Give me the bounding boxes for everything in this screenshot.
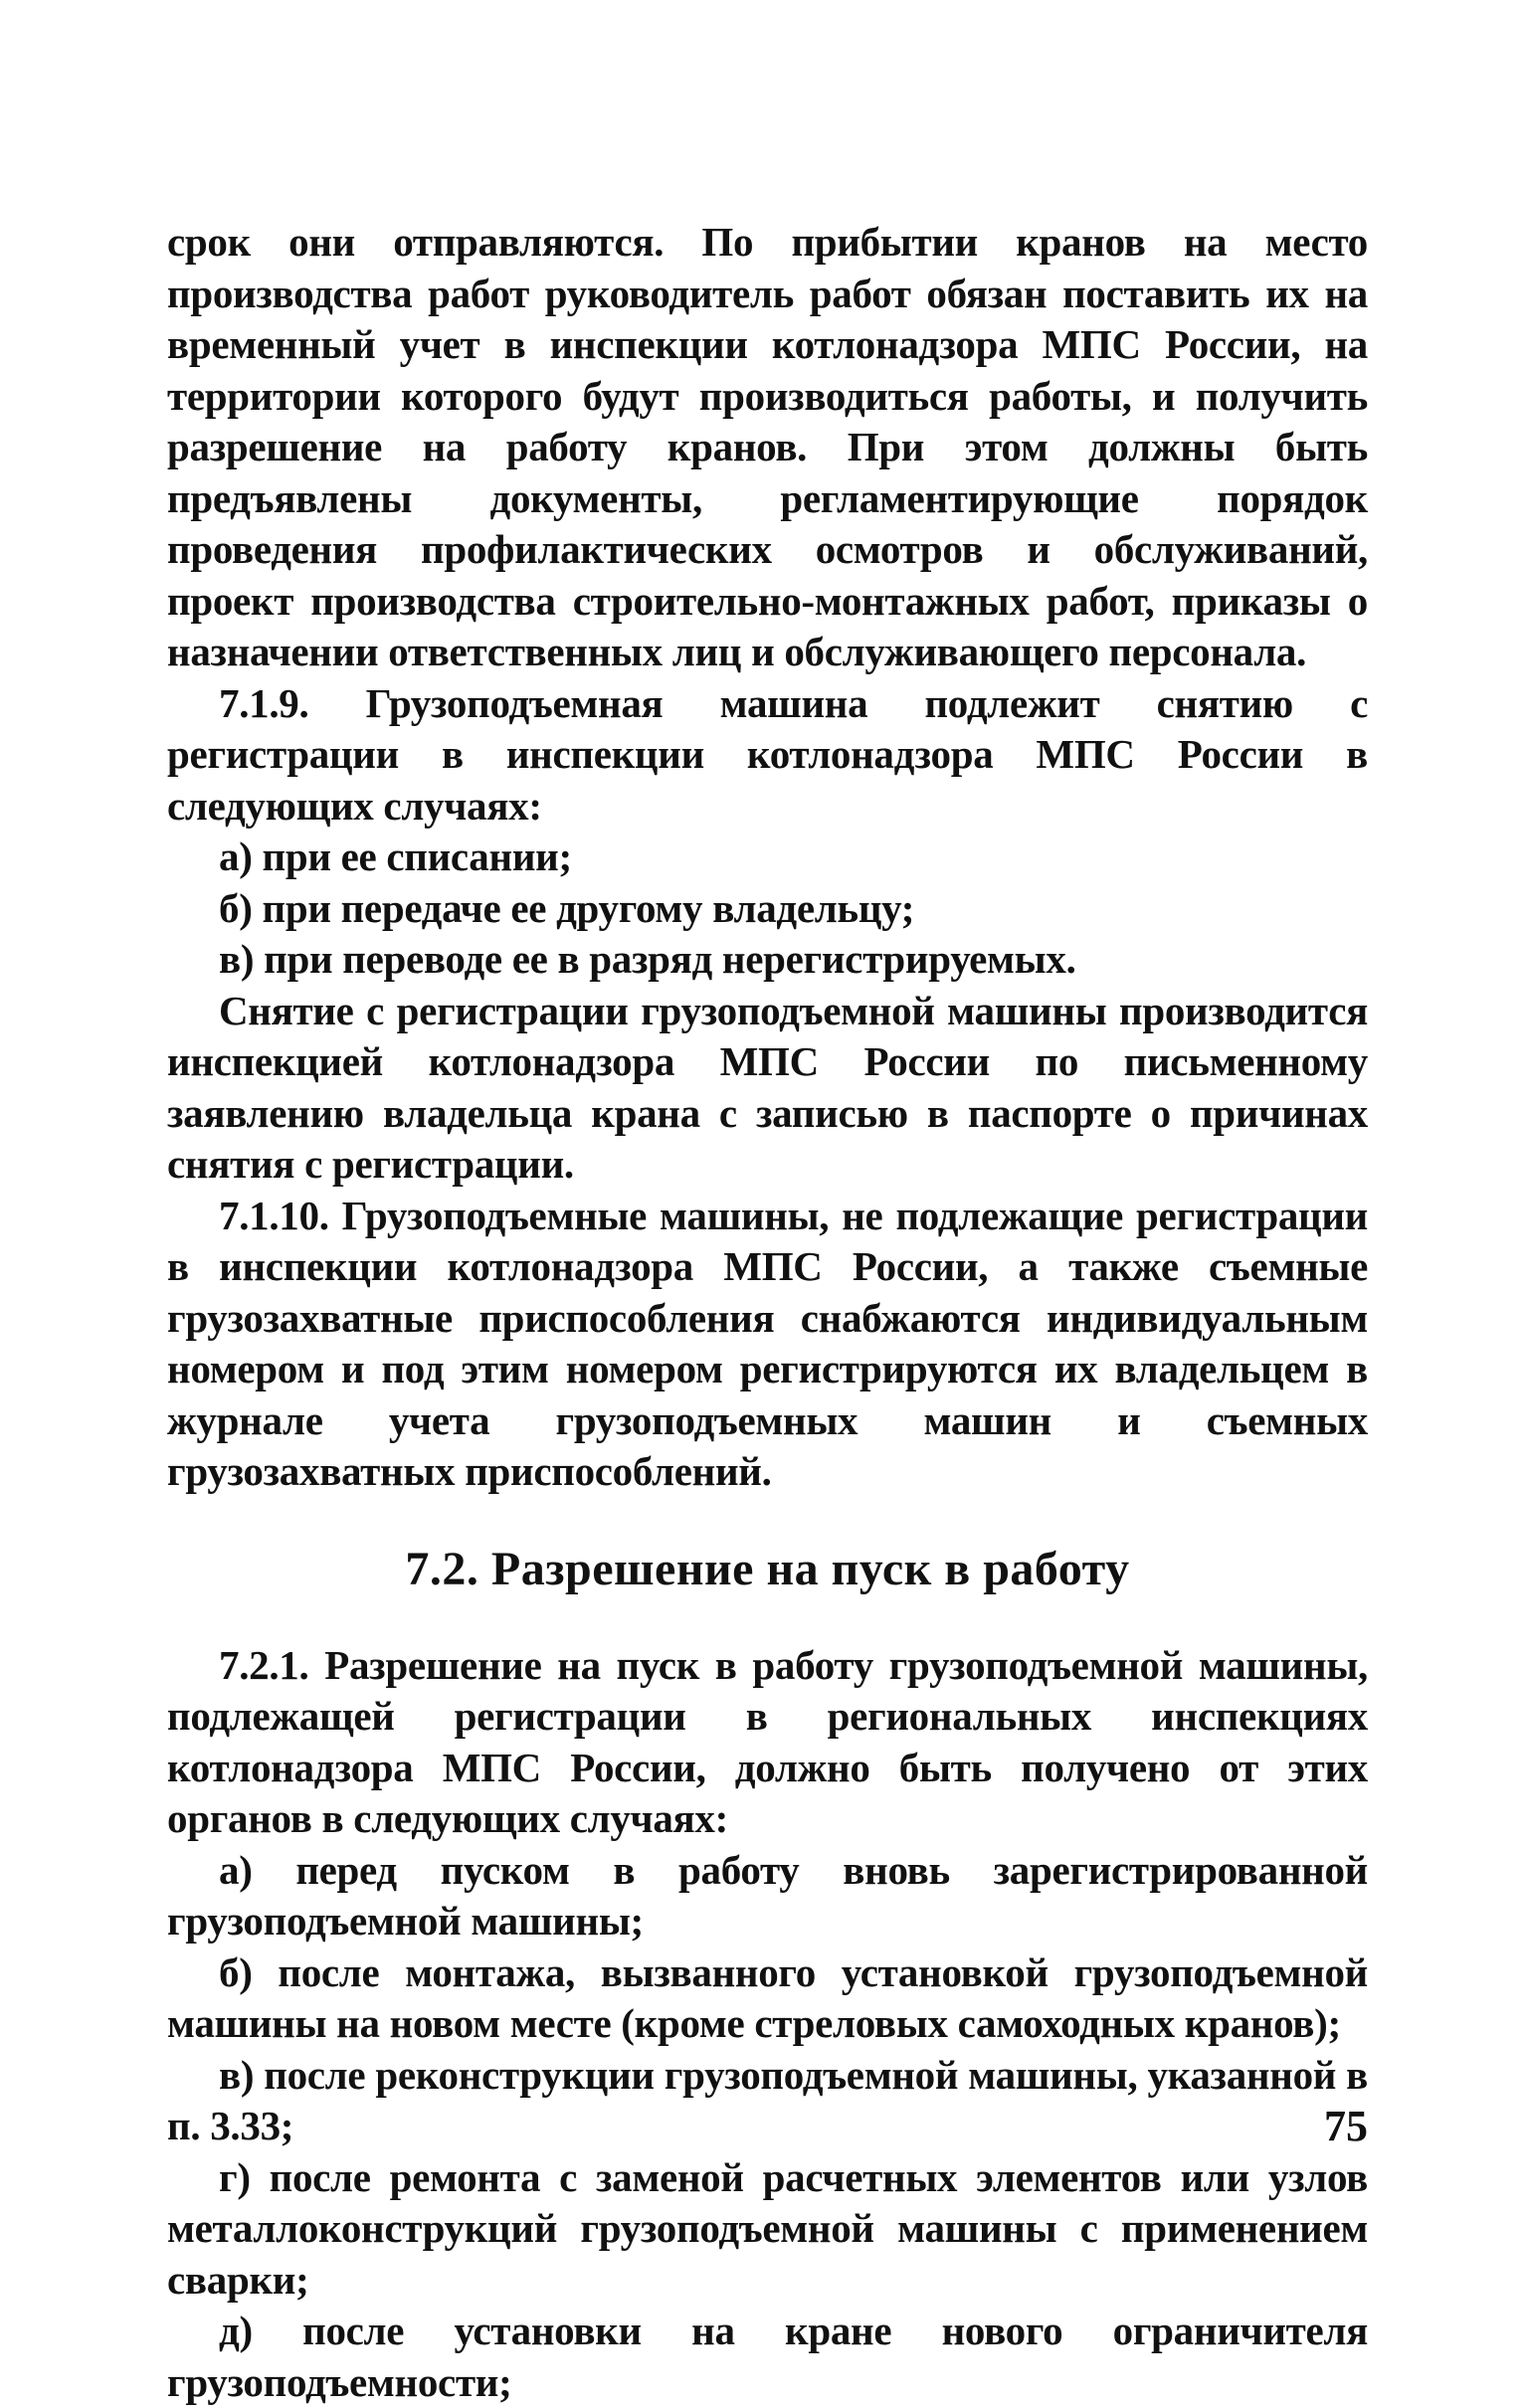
paragraph-removal: Снятие с регистрации грузоподъемной машины производится инспекцией котлонадзора МПС России по письменному заявлению владельца крана с записью в паспорте о причинах снятия с регистрации. [167, 987, 1368, 1187]
list-item-v: в) при переводе ее в разряд нерегистрируемых. [219, 936, 1076, 982]
section-heading: 7.2. Разрешение на пуск в работу [405, 1542, 1130, 1595]
list-item-a: а) при ее списании; [219, 834, 572, 879]
list-item-b: б) при передаче ее другому владельцу; [219, 884, 915, 931]
list-item-v-2: в) после реконструкции грузоподъемной машины, указанной в п. 3.33; [167, 2051, 1368, 2148]
list-item-g-2: г) после ремонта с заменой расчетных элементов или узлов металлоконструкций грузоподъемной машины с применением сварки; [167, 2153, 1368, 2303]
paragraph-continuation: срок они отправляются. По прибытии кранов на место производства работ руководитель работ обязан поставить их на временный учет в инспекции котлонадзора МПС России, на территории которого будут производиться работы, и получить разрешение на работу кранов. При этом должны быть предъявлены документы, регламентирующие порядок проведения профилактических осмотров и обслуживаний, проект производства строительно-монтажных работ, приказы о назначении ответственных лиц и обслуживающего персонала. [167, 219, 1368, 674]
document-page [167, 217, 1368, 2408]
list-item-b-2: б) после монтажа, вызванного установкой грузоподъемной машины на новом месте (кроме стреловых самоходных кранов); [167, 1948, 1368, 2046]
paragraph-7-2-1: 7.2.1. Разрешение на пуск в работу грузоподъемной машины, подлежащей регистрации в региональных инспекциях котлонадзора МПС России, должно быть получено от этих органов в следующих случаях: [167, 1641, 1368, 1841]
list-item-a-2: а) перед пуском в работу вновь зарегистрированной грузоподъемной машины; [167, 1846, 1368, 1944]
paragraph-7-1-9: 7.1.9. Грузоподъемная машина подлежит снятию с регистрации в инспекции котлонадзора МПС России в следующих случаях: [167, 679, 1368, 829]
list-item-d-2: д) после установки на кране нового ограничителя грузоподъемности; [167, 2308, 1368, 2405]
paragraph-7-1-10: 7.1.10. Грузоподъемные машины, не подлежащие регистрации в инспекции котлонадзора МПС России, а также съемные грузозахватные приспособления снабжаются индивидуальным номером и под этим номером регистрируются их владельцем в журнале учета грузоподъемных машин и съемных грузозахватных приспособлений. [167, 1192, 1368, 1494]
page-number: 75 [1324, 2102, 1368, 2150]
